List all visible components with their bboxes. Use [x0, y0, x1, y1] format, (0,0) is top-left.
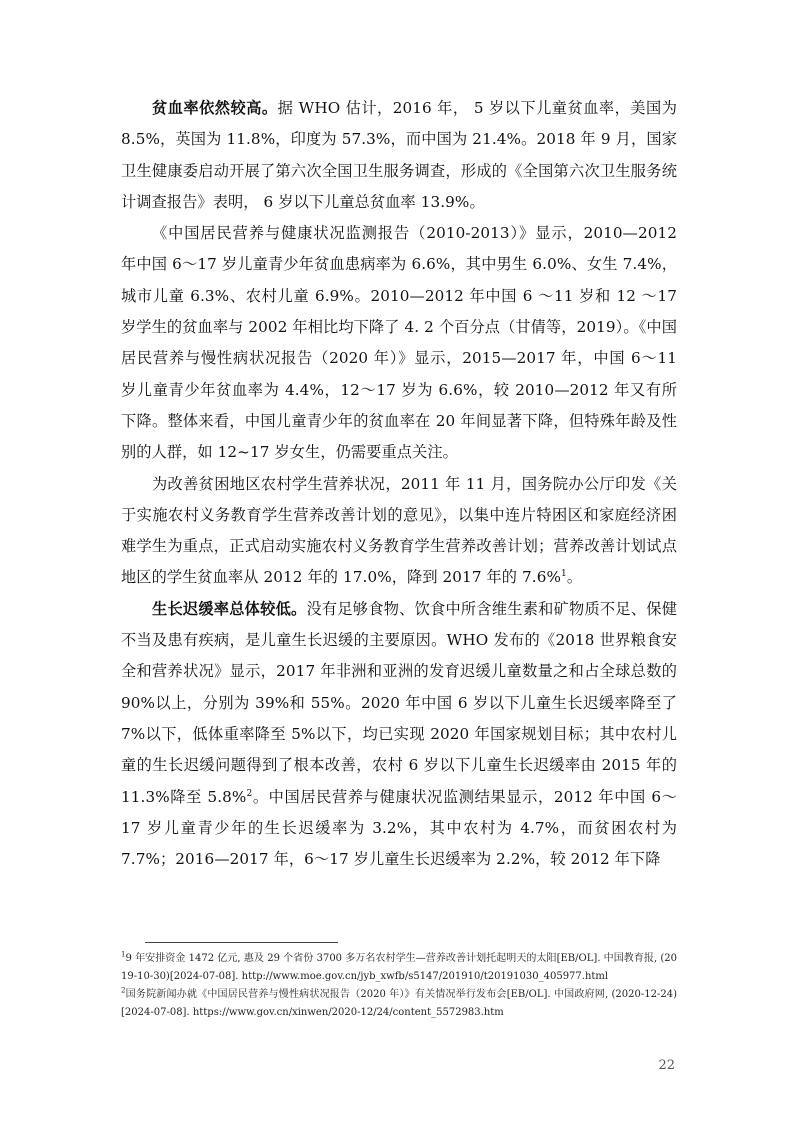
footnote-divider	[145, 942, 338, 943]
paragraph-text: 《中国居民营养与健康状况监测报告（2010-2013）》显示，2010—2012 年中国 6～17 岁儿童青少年贫血患病率为 6.6%，其中男生 6.0%、女生 7.4%，城市儿童 6.3%、农村儿童 6.9%。2010—2012 年中国 6 ～11 岁和 12 ～17 岁学生的贫血率与 2002 年相比均下降了 4. 2 个百分点（甘倩等，2019）。《中国居民营养与慢性病状况报告（2020 年）》显示，2015—2017 年，中国 6～11 岁儿童青少年贫血率为 4.4%，12～17 岁为 6.6%，较 2010—2012 年又有所下降。整体来看，中国儿童青少年的贫血率在 20 年间显著下降，但特殊年龄及性别的人群，如 12~17 岁女生，仍需要重点关注。	[121, 224, 677, 462]
paragraph-text: 为改善贫困地区农村学生营养状况，2011 年 11 月，国务院办公厅印发《关于实施农村义务教育学生营养改善计划的意见》，以集中连片特困区和家庭经济困难学生为重点，正式启动实施农村义务教育学生营养改善计划；营养改善计划试点地区的学生贫血率从 2012 年的 17.0%，降到 2017 年的 7.6%	[121, 474, 677, 587]
footnote-mark: 1	[121, 950, 126, 959]
paragraph-stunting	[121, 594, 677, 876]
footnote-mark: 2	[121, 986, 126, 995]
footnote-1	[121, 950, 677, 986]
paragraph-anemia	[121, 93, 677, 218]
footnote-text: 9 年安排资金 1472 亿元, 惠及 29 个省份 3700 多万名农村学生—营养改善计划托起明天的太阳[EB/OL]. 中国教育报, (2019-10-30)[2024-07-08]. http://www.moe.gov.cn/jyb_xwfb/s5147/201910/t20191030_405977.html	[121, 953, 677, 982]
paragraph-lead: 贫血率依然较高。	[152, 99, 278, 117]
paragraph-tail: 。中国居民营养与健康状况监测结果显示，2012 年中国 6～17 岁儿童青少年的生长迟缓率为 3.2%，其中农村为 4.7%，而贫困农村为 7.7%；2016—2017 年，6～17 岁儿童生长迟缓率为 2.2%，较 2012 年下降	[121, 787, 677, 869]
footnote-ref[interactable]: 1	[561, 569, 567, 580]
paragraph-tail: 。	[566, 568, 583, 587]
footnote-2	[121, 986, 677, 1022]
paragraph-lead: 生长迟缓率总体较低。	[152, 599, 307, 618]
paragraph-text: 据 WHO 估计，2016 年， 5 岁以下儿童贫血率，美国为 8.5%，英国为 11.8%，印度为 57.3%，而中国为 21.4%。2018 年 9 月，国家卫生健康委启动开展了第六次全国卫生服务调查，形成的《全国第六次卫生服务统计调查报告》表明， 6 岁以下儿童总贫血率 13.9%。	[121, 99, 677, 211]
paragraph-nutrition-program	[121, 469, 677, 594]
footnotes	[121, 950, 677, 1022]
page-number: 22	[658, 1058, 675, 1073]
footnote-ref[interactable]: 2	[246, 788, 253, 799]
main-text	[121, 93, 677, 875]
paragraph-text: 没有足够食物、饮食中所含维生素和矿物质不足、保健不当及患有疾病，是儿童生长迟缓的主要原因。WHO 发布的《2018 世界粮食安全和营养状况》显示，2017 年非洲和亚洲的发育迟缓儿童数量之和占全球总数的 90%以上，分别为 39%和 55%。2020 年中国 6 岁以下儿童生长迟缓率降至了 7%以下，低体重率降至 5%以下，均已实现 2020 年国家规划目标；其中农村儿童的生长迟缓问题得到了根本改善，农村 6 岁以下儿童生长迟缓率由 2015 年的 11.3%降至 5.8%	[121, 599, 678, 806]
footnote-text: 国务院新闻办就《中国居民营养与慢性病状况报告（2020 年）》有关情况举行发布会[EB/OL]. 中国政府网, (2020-12-24)[2024-07-08]. https://www.gov.cn/xinwen/2020-12/24/content_5572983.htm	[121, 989, 677, 1018]
paragraph-monitoring-report	[121, 218, 677, 468]
